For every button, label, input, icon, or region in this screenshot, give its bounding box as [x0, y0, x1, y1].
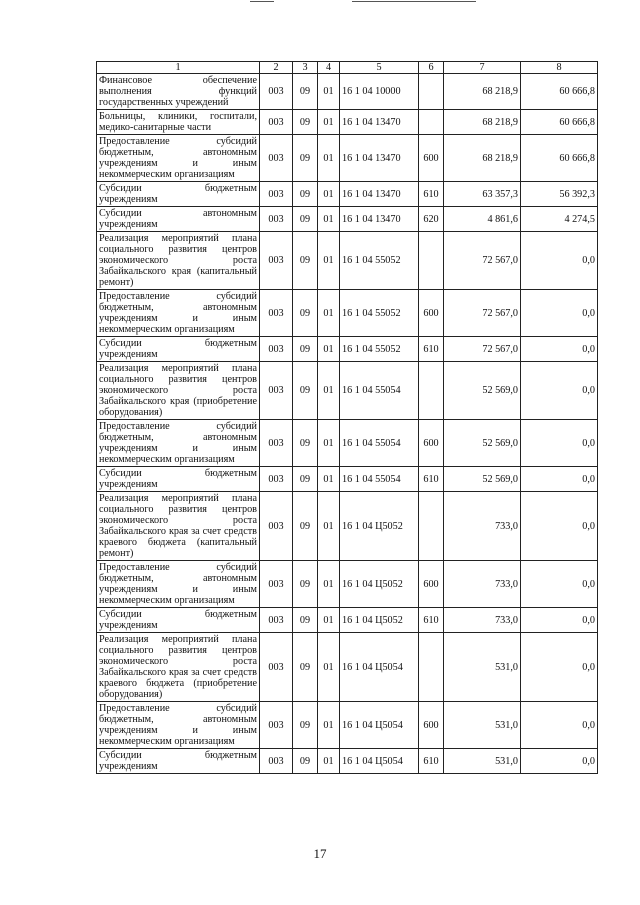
amount-cell: 52 569,0: [444, 420, 521, 467]
table-row: [97, 207, 598, 232]
amount-cell: 0,0: [521, 467, 598, 492]
table-row: [97, 232, 598, 290]
target-article-cell: 16 1 04 10000: [340, 74, 419, 110]
section-cell: 09: [293, 207, 318, 232]
target-article-cell: 16 1 04 55052: [340, 232, 419, 290]
row-name-cell: Больницы, клиники, госпитали, медико-санитарные части: [97, 110, 260, 135]
table-row: [97, 135, 598, 182]
admin-code-cell: 003: [260, 337, 293, 362]
section-cell: 09: [293, 232, 318, 290]
expense-type-cell: 600: [419, 135, 444, 182]
table-header-row: [97, 62, 598, 74]
target-article-cell: 16 1 04 Ц5054: [340, 633, 419, 702]
amount-cell: 60 666,8: [521, 74, 598, 110]
amount-cell: 72 567,0: [444, 337, 521, 362]
expense-type-cell: [419, 362, 444, 420]
row-name-cell: Субсидии бюджетным учреждениям: [97, 749, 260, 774]
expense-type-cell: 620: [419, 207, 444, 232]
admin-code-cell: 003: [260, 207, 293, 232]
subsection-cell: 01: [318, 74, 340, 110]
page-number: 17: [313, 846, 327, 861]
table-row: [97, 337, 598, 362]
table-row: [97, 74, 598, 110]
expense-type-cell: 600: [419, 420, 444, 467]
admin-code-cell: 003: [260, 232, 293, 290]
column-header: 2: [260, 62, 293, 74]
subsection-cell: 01: [318, 702, 340, 749]
amount-cell: 68 218,9: [444, 110, 521, 135]
table-body: [97, 74, 598, 774]
row-name-cell: Реализация мероприятий плана социального развития центров экономического роста Забайкальского края за счет средств краевого бюджета (приобретение оборудования): [97, 633, 260, 702]
section-cell: 09: [293, 337, 318, 362]
expense-type-cell: [419, 633, 444, 702]
amount-cell: 0,0: [521, 633, 598, 702]
amount-cell: 56 392,3: [521, 182, 598, 207]
row-name-cell: Реализация мероприятий плана социального развития центров экономического роста Забайкальского края (приобретение оборудования): [97, 362, 260, 420]
target-article-cell: 16 1 04 13470: [340, 110, 419, 135]
section-cell: 09: [293, 135, 318, 182]
amount-cell: 0,0: [521, 492, 598, 561]
admin-code-cell: 003: [260, 467, 293, 492]
target-article-cell: 16 1 04 55054: [340, 362, 419, 420]
amount-cell: 531,0: [444, 749, 521, 774]
amount-cell: 68 218,9: [444, 135, 521, 182]
row-name-cell: Субсидии бюджетным учреждениям: [97, 467, 260, 492]
target-article-cell: 16 1 04 13470: [340, 182, 419, 207]
target-article-cell: 16 1 04 55054: [340, 467, 419, 492]
section-cell: 09: [293, 420, 318, 467]
amount-cell: 733,0: [444, 608, 521, 633]
section-cell: 09: [293, 362, 318, 420]
amount-cell: 0,0: [521, 337, 598, 362]
amount-cell: 531,0: [444, 633, 521, 702]
admin-code-cell: 003: [260, 290, 293, 337]
expense-type-cell: 600: [419, 290, 444, 337]
row-name-cell: Реализация мероприятий плана социального развития центров экономического роста Забайкальского края за счет средств краевого бюджета (капитальный ремонт): [97, 492, 260, 561]
row-name-cell: Финансовое обеспечение выполнения функций государственных учреждений: [97, 74, 260, 110]
target-article-cell: 16 1 04 Ц5054: [340, 749, 419, 774]
admin-code-cell: 003: [260, 633, 293, 702]
subsection-cell: 01: [318, 337, 340, 362]
amount-cell: 0,0: [521, 290, 598, 337]
table-row: [97, 608, 598, 633]
amount-cell: 4 274,5: [521, 207, 598, 232]
amount-cell: 0,0: [521, 362, 598, 420]
table-row: [97, 420, 598, 467]
amount-cell: 72 567,0: [444, 232, 521, 290]
column-header: 7: [444, 62, 521, 74]
amount-cell: 60 666,8: [521, 110, 598, 135]
table-row: [97, 362, 598, 420]
section-cell: 09: [293, 290, 318, 337]
column-header: 5: [340, 62, 419, 74]
section-cell: 09: [293, 633, 318, 702]
expense-type-cell: 600: [419, 702, 444, 749]
row-name-cell: Субсидии автономным учреждениям: [97, 207, 260, 232]
section-cell: 09: [293, 608, 318, 633]
target-article-cell: 16 1 04 13470: [340, 207, 419, 232]
target-article-cell: 16 1 04 Ц5052: [340, 608, 419, 633]
subsection-cell: 01: [318, 290, 340, 337]
amount-cell: 0,0: [521, 608, 598, 633]
amount-cell: 0,0: [521, 561, 598, 608]
admin-code-cell: 003: [260, 749, 293, 774]
admin-code-cell: 003: [260, 492, 293, 561]
expense-type-cell: [419, 74, 444, 110]
expense-type-cell: 610: [419, 182, 444, 207]
expense-type-cell: [419, 110, 444, 135]
column-header: 1: [97, 62, 260, 74]
amount-cell: 63 357,3: [444, 182, 521, 207]
table-row: [97, 110, 598, 135]
row-name-cell: Реализация мероприятий плана социального развития центров экономического роста Забайкальского края (капитальный ремонт): [97, 232, 260, 290]
subsection-cell: 01: [318, 749, 340, 774]
admin-code-cell: 003: [260, 702, 293, 749]
column-header: 3: [293, 62, 318, 74]
section-cell: 09: [293, 702, 318, 749]
amount-cell: 531,0: [444, 702, 521, 749]
admin-code-cell: 003: [260, 608, 293, 633]
expense-type-cell: 600: [419, 561, 444, 608]
target-article-cell: 16 1 04 Ц5052: [340, 561, 419, 608]
amount-cell: 0,0: [521, 232, 598, 290]
expense-type-cell: 610: [419, 608, 444, 633]
section-cell: 09: [293, 110, 318, 135]
budget-table: [96, 61, 598, 774]
amount-cell: 60 666,8: [521, 135, 598, 182]
target-article-cell: 16 1 04 Ц5054: [340, 702, 419, 749]
admin-code-cell: 003: [260, 74, 293, 110]
subsection-cell: 01: [318, 467, 340, 492]
admin-code-cell: 003: [260, 561, 293, 608]
scan-artifact: [352, 1, 476, 2]
expense-type-cell: [419, 232, 444, 290]
subsection-cell: 01: [318, 110, 340, 135]
target-article-cell: 16 1 04 55052: [340, 290, 419, 337]
section-cell: 09: [293, 749, 318, 774]
table-row: [97, 749, 598, 774]
column-header: 6: [419, 62, 444, 74]
expense-type-cell: 610: [419, 749, 444, 774]
table-row: [97, 702, 598, 749]
subsection-cell: 01: [318, 135, 340, 182]
row-name-cell: Предоставление субсидий бюджетным, автономным учреждениям и иным некоммерческим организациям: [97, 702, 260, 749]
expense-type-cell: 610: [419, 467, 444, 492]
amount-cell: 0,0: [521, 702, 598, 749]
amount-cell: 72 567,0: [444, 290, 521, 337]
subsection-cell: 01: [318, 561, 340, 608]
admin-code-cell: 003: [260, 362, 293, 420]
section-cell: 09: [293, 467, 318, 492]
scan-artifact: [250, 1, 274, 2]
row-name-cell: Субсидии бюджетным учреждениям: [97, 608, 260, 633]
admin-code-cell: 003: [260, 110, 293, 135]
target-article-cell: 16 1 04 55052: [340, 337, 419, 362]
subsection-cell: 01: [318, 207, 340, 232]
row-name-cell: Субсидии бюджетным учреждениям: [97, 182, 260, 207]
row-name-cell: Предоставление субсидий бюджетным, автономным учреждениям и иным некоммерческим организациям: [97, 561, 260, 608]
subsection-cell: 01: [318, 633, 340, 702]
subsection-cell: 01: [318, 232, 340, 290]
subsection-cell: 01: [318, 492, 340, 561]
section-cell: 09: [293, 561, 318, 608]
section-cell: 09: [293, 182, 318, 207]
column-header: 4: [318, 62, 340, 74]
subsection-cell: 01: [318, 182, 340, 207]
section-cell: 09: [293, 74, 318, 110]
column-header: 8: [521, 62, 598, 74]
target-article-cell: 16 1 04 13470: [340, 135, 419, 182]
amount-cell: 4 861,6: [444, 207, 521, 232]
target-article-cell: 16 1 04 Ц5052: [340, 492, 419, 561]
amount-cell: 0,0: [521, 420, 598, 467]
subsection-cell: 01: [318, 608, 340, 633]
table-row: [97, 290, 598, 337]
admin-code-cell: 003: [260, 420, 293, 467]
expense-type-cell: 610: [419, 337, 444, 362]
section-cell: 09: [293, 492, 318, 561]
row-name-cell: Предоставление субсидий бюджетным, автономным учреждениям и иным некоммерческим организациям: [97, 420, 260, 467]
amount-cell: 68 218,9: [444, 74, 521, 110]
row-name-cell: Субсидии бюджетным учреждениям: [97, 337, 260, 362]
amount-cell: 733,0: [444, 492, 521, 561]
row-name-cell: Предоставление субсидий бюджетным, автономным учреждениям и иным некоммерческим организациям: [97, 290, 260, 337]
admin-code-cell: 003: [260, 135, 293, 182]
table-row: [97, 561, 598, 608]
table-row: [97, 467, 598, 492]
amount-cell: 52 569,0: [444, 467, 521, 492]
subsection-cell: 01: [318, 420, 340, 467]
table-row: [97, 492, 598, 561]
amount-cell: 0,0: [521, 749, 598, 774]
table-row: [97, 182, 598, 207]
table-row: [97, 633, 598, 702]
expense-type-cell: [419, 492, 444, 561]
subsection-cell: 01: [318, 362, 340, 420]
amount-cell: 733,0: [444, 561, 521, 608]
target-article-cell: 16 1 04 55054: [340, 420, 419, 467]
row-name-cell: Предоставление субсидий бюджетным, автономным учреждениям и иным некоммерческим организациям: [97, 135, 260, 182]
amount-cell: 52 569,0: [444, 362, 521, 420]
admin-code-cell: 003: [260, 182, 293, 207]
